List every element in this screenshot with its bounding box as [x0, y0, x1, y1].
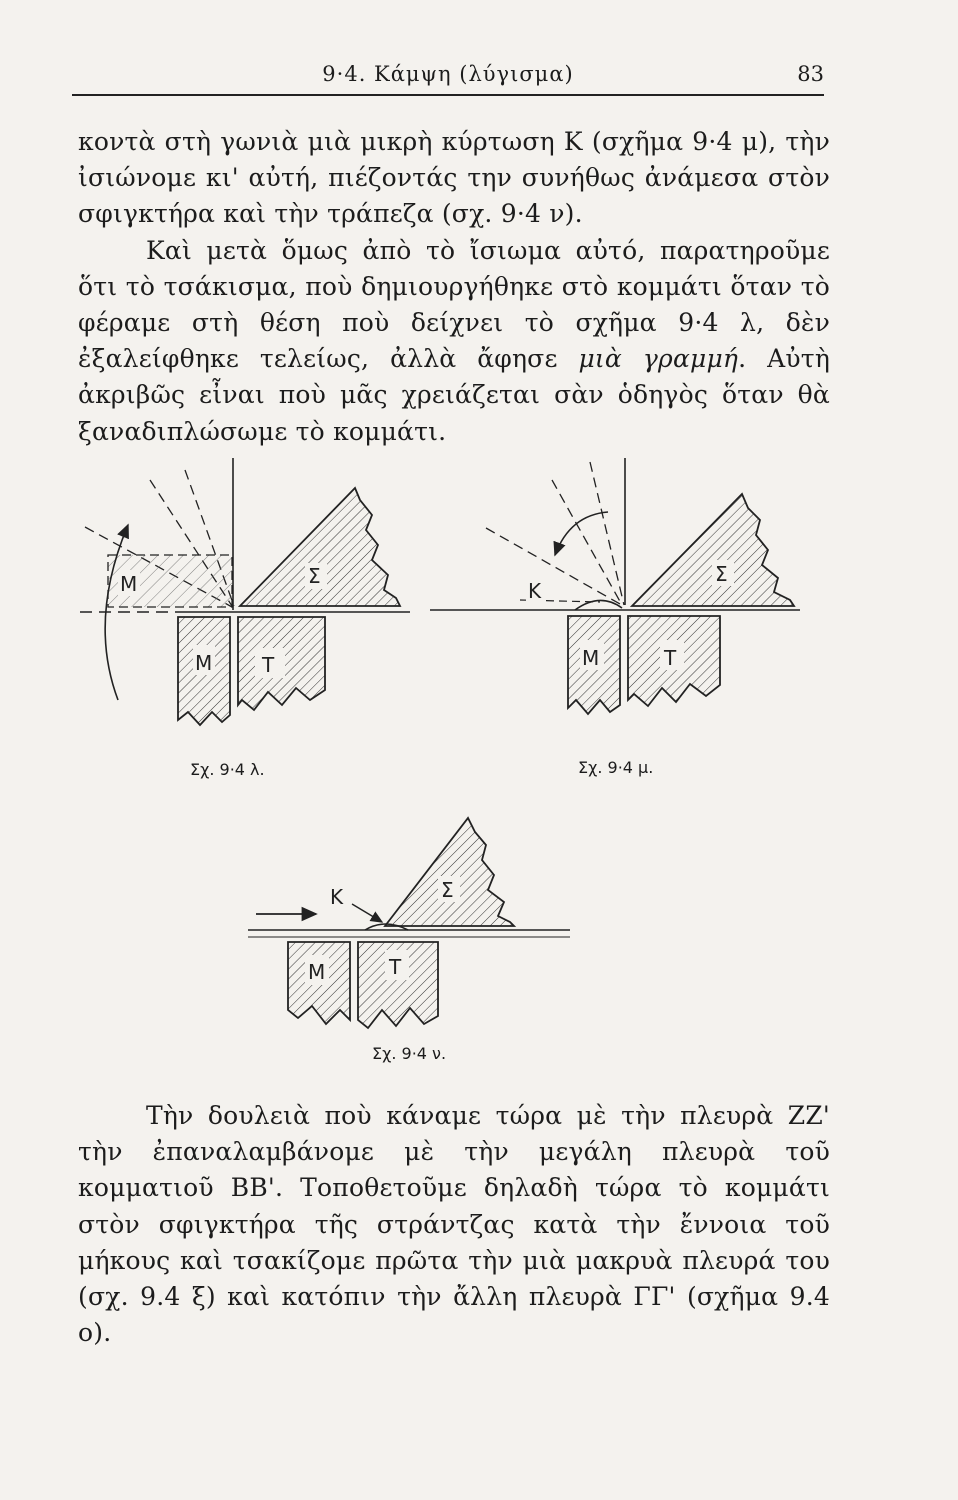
caption-fig-9-4-lambda: Σχ. 9·4 λ.: [190, 760, 265, 779]
figure-9-4-lambda: [80, 458, 410, 725]
page-number: 83: [797, 62, 824, 86]
fig-mu-label-bulge-k: Κ: [528, 579, 542, 603]
paragraph-top-part1: κοντὰ στὴ γωνιὰ μιὰ μικρὴ κύρτωση Κ (σχῆμα 9·4 μ), τὴν ἰσιώνομε κι' αὐτή, πιέζοντάς την συνήθως ἀνάμεσα στὸν σφιγκτήρα καὶ τὴν τράπεζα (σχ. 9·4 ν).: [78, 127, 830, 229]
fig-nu-label-bulge-k: Κ: [330, 885, 344, 909]
fig-nu-label-clamp-s: Σ: [441, 878, 454, 902]
caption-fig-9-4-nu: Σχ. 9·4 ν.: [372, 1044, 447, 1063]
fig-mu-label-clamp-s: Σ: [715, 562, 728, 586]
fig-mu-label-vise-m: Μ: [582, 646, 600, 670]
caption-fig-9-4-mu: Σχ. 9·4 μ.: [578, 758, 654, 777]
running-head: 9·4. Κάμψη (λύγισμα): [322, 62, 574, 86]
paragraph-top-part3: . Αὐτὴ ἀκριβῶς εἶναι ποὺ μᾶς χρειάζεται σὰν ὁδηγὸς ὅταν θὰ ξαναδιπλώσωμε τὸ κομμάτι.: [78, 344, 831, 446]
figure-9-4-nu: [248, 818, 570, 1028]
fig-lambda-label-vise-m: Μ: [195, 651, 213, 675]
fig-nu-label-table-t: Τ: [389, 955, 402, 979]
figure-9-4-mu: [430, 458, 800, 714]
paragraph-bottom: Τὴν δουλειὰ ποὺ κάναμε τώρα μὲ τὴν πλευρὰ ΖΖ' τὴν ἐπαναλαμβάνομε μὲ τὴν μεγάλη πλευρὰ τοῦ κομματιοῦ ΒΒ'. Τοποθετοῦμε δηλαδὴ τώρα τὸ κομμάτι στὸν σφιγκτήρα τῆς στράντζας κατὰ τὴν ἔννοια τοῦ μήκους καὶ τσακίζομε πρῶτα τὴν μιὰ μακρυὰ πλευρά του (σχ. 9.4 ξ) καὶ κατόπιν τὴν ἄλλη πλευρὰ ΓΓ' (σχῆμα 9.4 ο).: [78, 1101, 830, 1348]
paragraph-top-part2: Καὶ μετὰ ὅμως ἀπὸ τὸ ἴσιωμα αὐτό, παρατηροῦμε ὅτι τὸ τσάκισμα, ποὺ δημιουργήθηκε στὸ κομμάτι ὅταν τὸ φέραμε στὴ θέση ποὺ δείχνει τὸ σχῆμα 9·4 λ, δὲν ἐξαλείφθηκε τελείως, ἀλλὰ ἄφησε: [78, 235, 830, 374]
fig-lambda-label-clamp-s: Σ: [308, 564, 321, 588]
fig-mu-label-table-t: Τ: [664, 646, 677, 670]
fig-nu-label-vise-m: Μ: [308, 960, 326, 984]
fig-lambda-label-m-top: Μ: [120, 572, 138, 596]
paragraph-top-italic: μιὰ γραμμή: [578, 344, 739, 374]
fig-lambda-label-table-t: Τ: [262, 653, 275, 677]
